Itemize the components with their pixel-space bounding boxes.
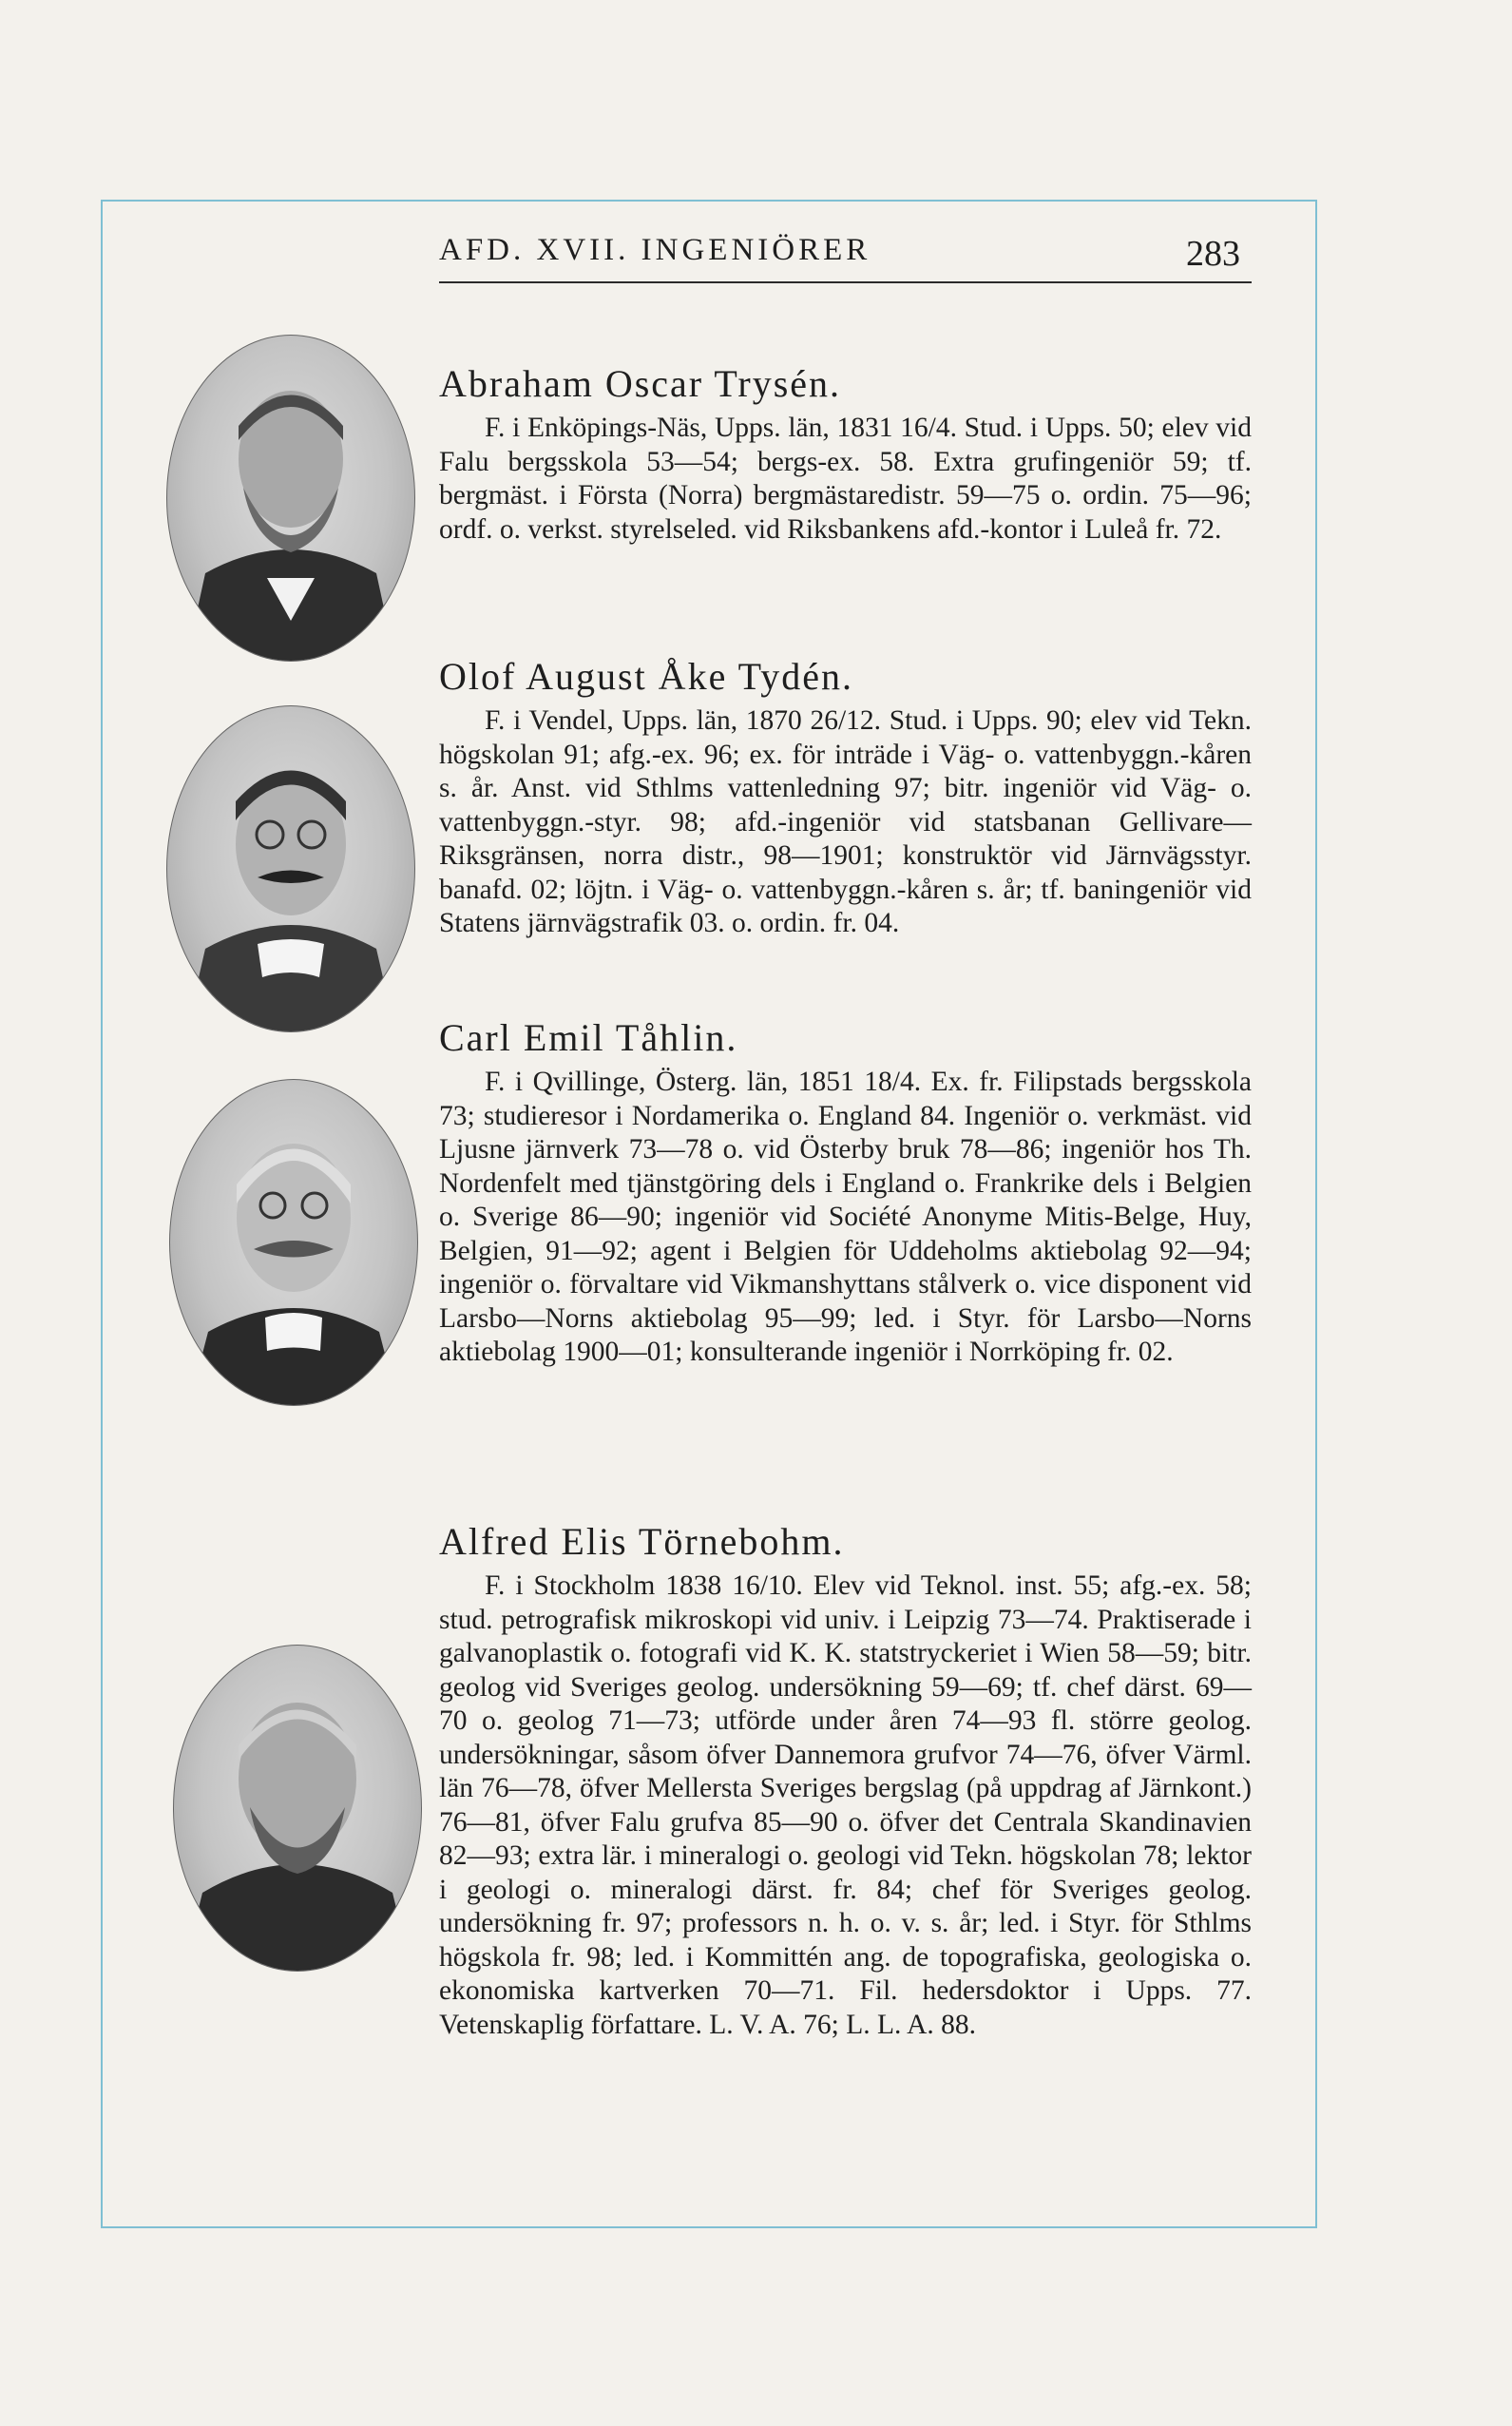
entry-name: Alfred Elis Törnebohm. — [439, 1520, 845, 1563]
entry-name: Carl Emil Tåhlin. — [439, 1016, 738, 1059]
portrait-tornebohm — [173, 1645, 422, 1972]
entry-text: F. i Stockholm 1838 16/10. Elev vid Teknol. inst. 55; afg.-ex. 58; stud. petrografisk mikroskopi vid univ. i Leipzig 73—74. Praktiserade i galvanoplastik o. fotografi vid K. K. statstryckeriet i Wien 58—59; bitr. geolog vid Sveriges geolog. undersökning 59—69; tf. chef därst. 69—70 o. geolog 71—73; utförde under åren 74—93 fl. större geolog. undersökningar, såsom öfver Dannemora grufvor 74—76, öfver Värml. län 76—78, öfver Mellersta Sveriges bergslag (på uppdrag af Järnkont.) 76—81, öfver Falu grufva 85—90 o. öfver det Centrala Skandinavien 82—93; extra lär. i mineralogi o. geologi vid Tekn. högskolan 78; lektor i geologi o. mineralogi därst. fr. 84; chef för Sveriges geolog. undersökning fr. 97; professors n. h. o. v. s. år; led. i Styr. för Sthlms högskola fr. 98; led. i Kommittén ang. de topografiska, geologiska o. ekonomiska kartverken 70—71. Fil. hedersdoktor i Upps. 77. Vetenskaplig författare. L. V. A. 76; L. L. A. 88. — [439, 1570, 1252, 2040]
portrait-tahlin — [169, 1079, 418, 1406]
entry-text: F. i Enköpings-Näs, Upps. län, 1831 16/4. Stud. i Upps. 50; elev vid Falu bergsskola 53—54; bergs-ex. 58. Extra grufingeniör 59; tf. bergmäst. i Första (Norra) bergmästaredistr. 59—75 o. ordin. 75—96; ordf. o. verkst. styrelseled. vid Riksbankens afd.-kontor i Luleå fr. 72. — [439, 413, 1252, 545]
portrait-tyden — [166, 705, 415, 1032]
running-head: AFD. XVII. INGENIÖRER — [439, 233, 871, 267]
entry-tornebohm — [439, 1519, 1252, 2042]
entry-tyden — [439, 654, 1252, 941]
entry-name: Abraham Oscar Trysén. — [439, 362, 842, 405]
entry-tahlin — [439, 1015, 1252, 1370]
entry-text: F. i Qvillinge, Österg. län, 1851 18/4. Ex. fr. Filipstads bergsskola 73; studieresor i Nordamerika o. England 84. Ingeniör o. verkmäst. vid Ljusne järnverk 73—78 o. vid Österby bruk 78—86; ingeniör hos Th. Nordenfelt med tjänstgöring dels i England o. Frankrike dels i Belgien o. Sverige 86—90; ingeniör vid Société Anonyme Mitis-Belge, Huy, Belgien, 91—92; agent i Belgien för Uddeholms aktiebolag 92—94; ingeniör o. förvaltare vid Vikmanshyttans stålverk o. vice disponent vid Larsbo—Norns aktiebolag 95—99; led. i Styr. för Larsbo—Norns aktiebolag 1900—01; konsulterande ingeniör i Norrköping fr. 02. — [439, 1067, 1252, 1367]
entry-trysen — [439, 361, 1252, 547]
page-number: 283 — [1186, 234, 1240, 274]
portrait-trysen — [166, 335, 415, 662]
header-rule — [439, 281, 1252, 283]
entry-name: Olof August Åke Tydén. — [439, 655, 853, 698]
entry-text: F. i Vendel, Upps. län, 1870 26/12. Stud. i Upps. 90; elev vid Tekn. högskolan 91; afg.-ex. 96; ex. för inträde i Väg- o. vattenbyggn.-kåren s. år. Anst. vid Sthlms vattenledning 97; bitr. ingeniör vid Väg- o. vattenbyggn.-styr. 98; afd.-ingeniör vid statsbanan Gellivare—Riksgränsen, norra distr., 98—1901; konstruktör vid Järnvägsstyr. banafd. 02; löjtn. i Väg- o. vattenbyggn.-kåren s. år; tf. baningeniör vid Statens järnvägstrafik 03. o. ordin. fr. 04. — [439, 705, 1252, 938]
